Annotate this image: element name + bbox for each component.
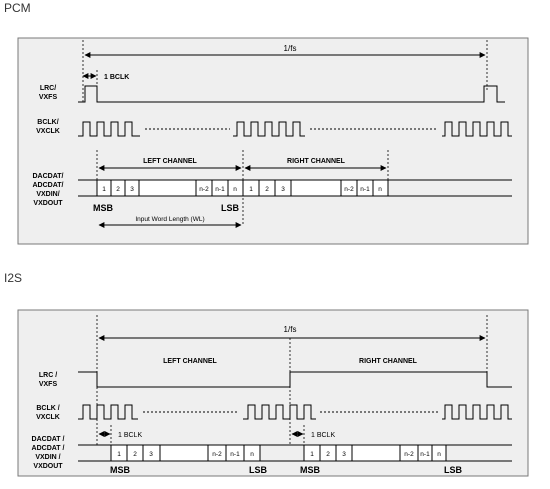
i2s-right-bit-1: 1 [310, 451, 314, 458]
pcm-left-bit-n-1: n-1 [215, 186, 225, 193]
i2s-left-msb-label: MSB [110, 465, 130, 475]
pcm-lrc-label-1: LRC/ [39, 85, 57, 92]
i2s-left-bit-n-2: n-2 [212, 451, 222, 458]
pcm-1bclk-label: 1 BCLK [104, 74, 130, 81]
pcm-bclk-label-2: VXCLK [36, 128, 60, 135]
i2s-data-label-2: ADCDAT / [31, 445, 65, 452]
i2s-section-title: I2S [4, 271, 23, 285]
i2s-right-bit-n-2: n-2 [404, 451, 414, 458]
i2s-left-bit-n-1: n-1 [230, 451, 240, 458]
i2s-left-bit-1: 1 [117, 451, 121, 458]
pcm-section-title: PCM [4, 1, 31, 15]
pcm-right-bit-n: n [378, 186, 382, 193]
pcm-left-bit-n-2: n-2 [199, 186, 209, 193]
i2s-right-bit-n: n [437, 451, 441, 458]
pcm-left-bit-1: 1 [102, 186, 106, 193]
i2s-bclk-label-2: VXCLK [36, 414, 60, 421]
i2s-right-bit-n-1: n-1 [420, 451, 430, 458]
pcm-left-bit-3: 3 [130, 186, 134, 193]
i2s-left-lsb-label: LSB [249, 465, 267, 475]
pcm-panel [18, 38, 528, 244]
i2s-panel-background [18, 310, 528, 476]
i2s-lrc-label-2: VXFS [38, 381, 58, 388]
pcm-right-channel-label: RIGHT CHANNEL [287, 158, 345, 165]
i2s-data-label-3: VXDIN / [35, 454, 61, 461]
i2s-right-bit-3: 3 [342, 451, 346, 458]
pcm-left-bit-n: n [233, 186, 237, 193]
pcm-data-label-1: DACDAT/ [32, 173, 64, 180]
i2s-left-1bclk-label: 1 BCLK [118, 432, 143, 439]
pcm-right-bit-1: 1 [249, 186, 253, 193]
i2s-right-msb-label: MSB [300, 465, 320, 475]
pcm-data-label-3: VXDIN/ [36, 191, 60, 198]
pcm-lrc-label-2: VXFS [38, 94, 58, 101]
pcm-lsb-label: LSB [221, 203, 239, 213]
pcm-panel-background [18, 38, 528, 244]
i2s-left-bit-n: n [250, 451, 254, 458]
i2s-left-bit-3: 3 [149, 451, 153, 458]
i2s-right-1bclk-label: 1 BCLK [311, 432, 336, 439]
pcm-left-bit-2: 2 [116, 186, 120, 193]
pcm-bclk-label-1: BCLK/ [37, 119, 59, 126]
pcm-right-bit-2: 2 [265, 186, 269, 193]
i2s-right-channel-label: RIGHT CHANNEL [359, 358, 417, 365]
pcm-right-bit-n-1: n-1 [360, 186, 370, 193]
i2s-left-channel-label: LEFT CHANNEL [163, 358, 217, 365]
i2s-lrc-label-1: LRC / [38, 372, 58, 379]
i2s-right-lsb-label: LSB [444, 465, 462, 475]
i2s-left-bit-2: 2 [133, 451, 137, 458]
pcm-word-length-label: Input Word Length (WL) [135, 216, 205, 223]
pcm-right-bit-n-2: n-2 [344, 186, 354, 193]
i2s-period-label: 1/fs [283, 325, 297, 334]
i2s-data-label-4: VXDOUT [33, 463, 63, 470]
i2s-right-bit-2: 2 [326, 451, 330, 458]
pcm-right-bit-3: 3 [281, 186, 285, 193]
i2s-bclk-label-1: BCLK / [36, 405, 60, 412]
i2s-panel [18, 310, 528, 476]
i2s-data-label-1: DACDAT / [31, 436, 65, 443]
pcm-period-label: 1/fs [283, 44, 297, 53]
pcm-msb-label: MSB [93, 203, 113, 213]
pcm-data-label-2: ADCDAT/ [32, 182, 64, 189]
pcm-data-label-4: VXDOUT [33, 200, 63, 207]
pcm-left-channel-label: LEFT CHANNEL [143, 158, 197, 165]
